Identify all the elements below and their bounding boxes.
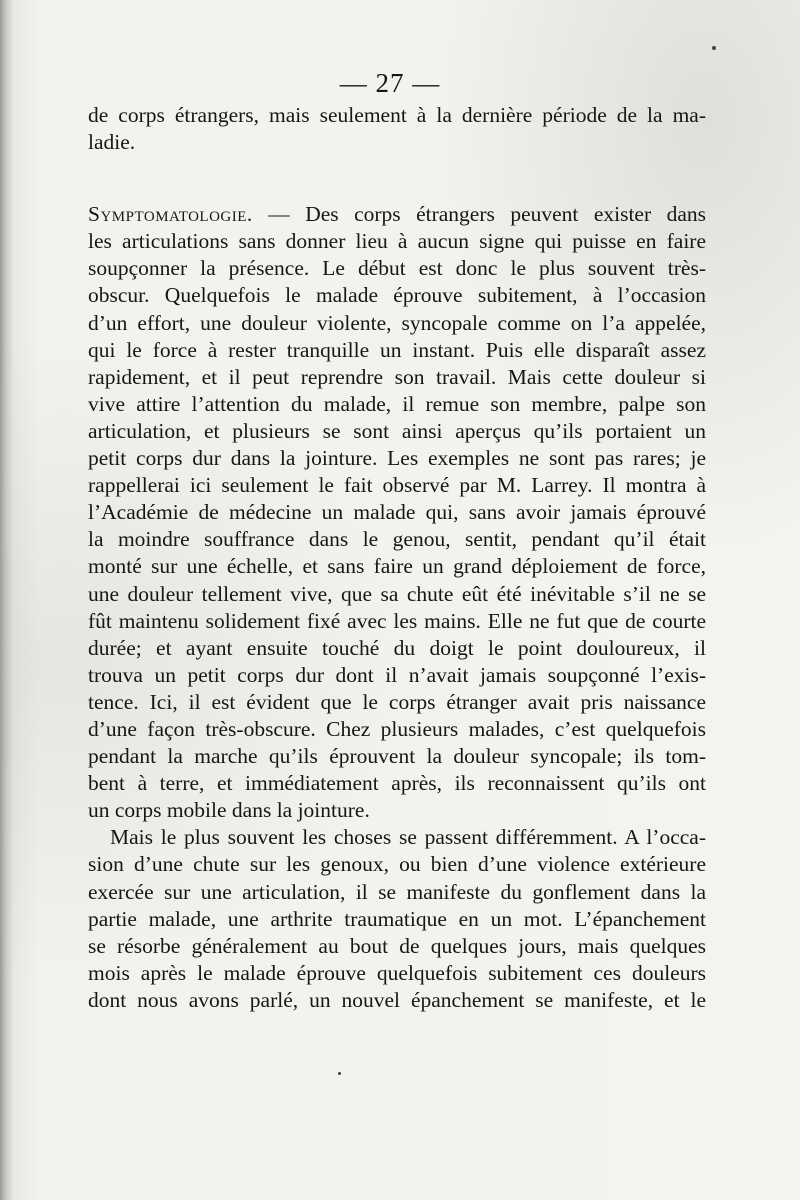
text-line: bent à terre, et immédiatement après, ils reconnaissent qu’ils ont	[88, 771, 706, 796]
text-line: d’une façon très-obscure. Chez plusieurs malades, c’est quelquefois	[88, 716, 706, 741]
text-line: de corps étrangers, mais seulement à la dernière période de la ma-	[88, 103, 706, 127]
ink-speck	[712, 46, 716, 50]
text-line: rapidement, et il peut reprendre son travail. Mais cette douleur si	[88, 364, 706, 389]
text-line: pendant la marche qu’ils éprouvent la douleur syncopale; ils tom-	[88, 744, 706, 769]
text-line: une douleur tellement vive, que sa chute eût été inévitable s’il ne se	[88, 581, 706, 606]
text-line: exercée sur une articulation, il se manifeste du gonflement dans la	[88, 879, 706, 904]
text-line: les articulations sans donner lieu à aucun signe qui puisse en faire	[88, 229, 706, 254]
text-line: partie malade, une arthrite traumatique en un mot. L’épanchement	[88, 906, 706, 931]
text-line: fût maintenu solidement fixé avec les mains. Elle ne fut que de courte	[88, 608, 706, 633]
text-line: soupçonner la présence. Le début est donc le plus souvent très-	[88, 256, 706, 281]
section-heading: Symptomatologie.	[88, 202, 253, 227]
page-number: — 27 —	[339, 68, 441, 98]
text-line: qui le force à rester tranquille un instant. Puis elle disparaît assez	[88, 337, 706, 362]
text-line: durée; et ayant ensuite touché du doigt le point douloureux, il	[88, 635, 706, 660]
text-line: petit corps dur dans la jointure. Les exemples ne sont pas rares; je	[88, 446, 706, 471]
text-line: Mais le plus souvent les choses se passent différemment. A l’occa-	[110, 825, 706, 850]
text-line: vive attire l’attention du malade, il remue son membre, palpe son	[88, 391, 706, 416]
text-line: d’un effort, une douleur violente, syncopale comme on l’a appelée,	[88, 310, 706, 335]
text-line: obscur. Quelquefois le malade éprouve subitement, à l’occasion	[88, 283, 706, 308]
text-line: un corps mobile dans la jointure.	[88, 798, 370, 823]
paragraph-spacer	[88, 156, 706, 201]
text-line: monté sur une échelle, et sans faire un grand déploiement de force,	[88, 554, 706, 579]
text-line: tence. Ici, il est évident que le corps étranger avait pris naissance	[88, 689, 706, 714]
section-first-line	[88, 201, 706, 228]
text-line: sion d’une chute sur les genoux, ou bien d’une violence extérieure	[88, 852, 706, 877]
body-text	[88, 102, 706, 1014]
text-line: la moindre souffrance dans le genou, sentit, pendant qu’il était	[88, 527, 706, 552]
text-line: dont nous avons parlé, un nouvel épanchement se manifeste, et le	[88, 987, 706, 1012]
text-line: l’Académie de médecine un malade qui, sans avoir jamais éprouvé	[88, 500, 706, 525]
ink-speck	[338, 1072, 341, 1075]
text-line: se résorbe généralement au bout de quelques jours, mais quelques	[88, 933, 706, 958]
text-line: rappellerai ici seulement le fait observé par M. Larrey. Il montra à	[88, 473, 706, 498]
section-first-line-rest: — Des corps étrangers peuvent exister dans	[252, 202, 706, 227]
text-line: articulation, et plusieurs se sont ainsi aperçus qu’ils portaient un	[88, 418, 706, 443]
text-line: mois après le malade éprouve quelquefois subitement ces douleurs	[88, 960, 706, 985]
text-line: trouva un petit corps dur dont il n’avait jamais soupçonné l’exis-	[88, 662, 706, 687]
text-line: ladie.	[88, 130, 136, 155]
